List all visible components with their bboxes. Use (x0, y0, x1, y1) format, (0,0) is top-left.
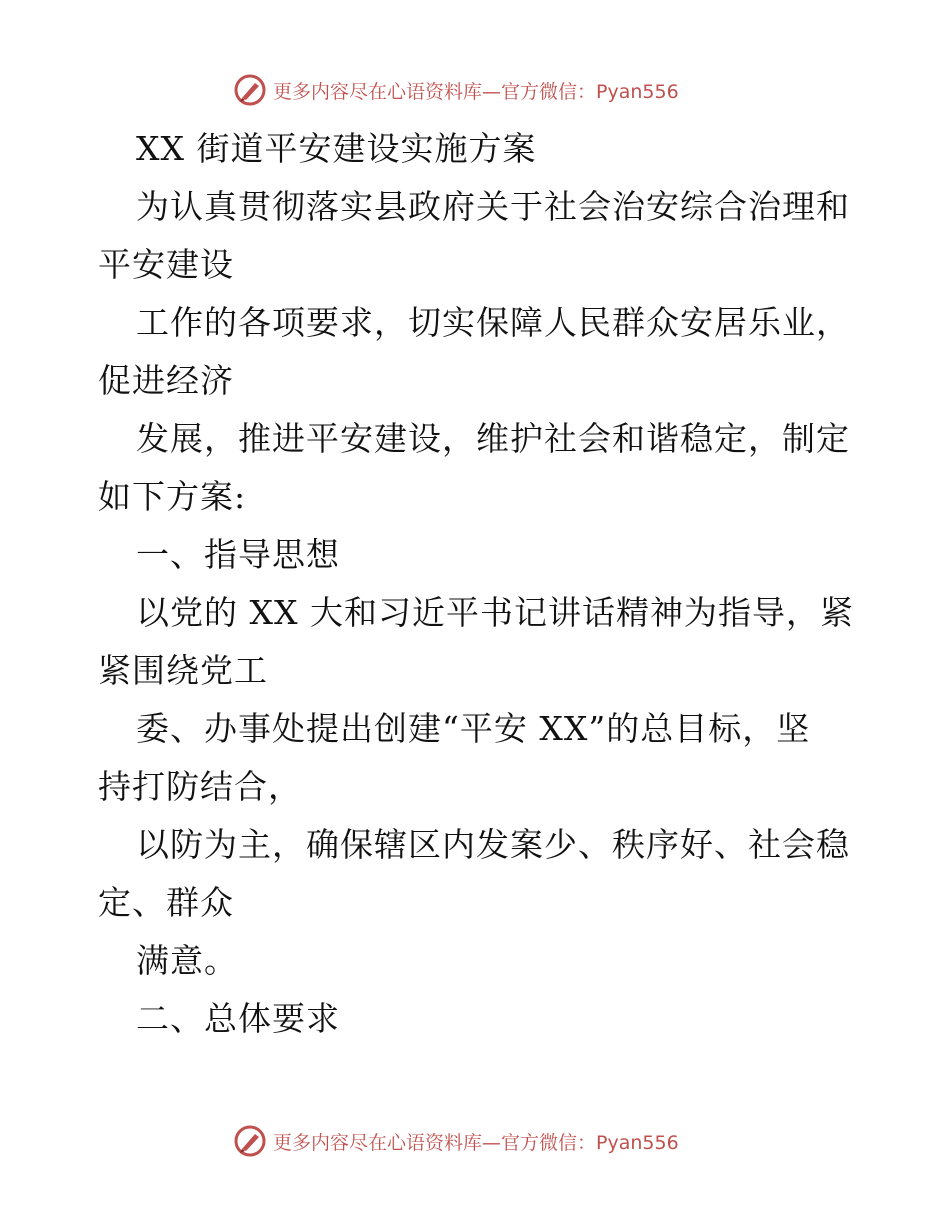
paragraph-line: 满意。 (136, 941, 238, 980)
pen-logo-icon (233, 1124, 267, 1158)
section-heading-guiding-ideology: 一、指导思想 (136, 535, 340, 574)
paragraph-line: 紧围绕党工 (98, 651, 268, 690)
paragraph-line: 以党的 XX 大和习近平书记讲话精神为指导，紧 (136, 593, 854, 632)
paragraph-line: 为认真贯彻落实县政府关于社会治安综合治理和 (136, 187, 850, 226)
paragraph-line: 发展，推进平安建设，维护社会和谐稳定，制定 (136, 419, 850, 458)
paragraph-line: 工作的各项要求，切实保障人民群众安居乐业， (136, 303, 850, 342)
watermark-header (233, 73, 733, 107)
watermark-footer (233, 1124, 733, 1158)
paragraph-line: 委、办事处提出创建“平安 XX”的总目标，坚 (136, 709, 811, 748)
paragraph-line: 如下方案: (98, 477, 247, 516)
document-title: XX 街道平安建设实施方案 (136, 129, 537, 168)
paragraph-line: 持打防结合， (98, 767, 302, 806)
watermark-text: 更多内容尽在心语资料库—官方微信：Pyan556 (273, 80, 679, 103)
pen-logo-icon (233, 73, 267, 107)
paragraph-line: 平安建设 (98, 245, 234, 284)
paragraph-line: 促进经济 (98, 361, 234, 400)
paragraph-line: 以防为主，确保辖区内发案少、秩序好、社会稳 (136, 825, 850, 864)
paragraph-line: 定、群众 (98, 883, 234, 922)
watermark-text: 更多内容尽在心语资料库—官方微信：Pyan556 (273, 1131, 679, 1154)
section-heading-general-requirements: 二、总体要求 (136, 999, 340, 1038)
